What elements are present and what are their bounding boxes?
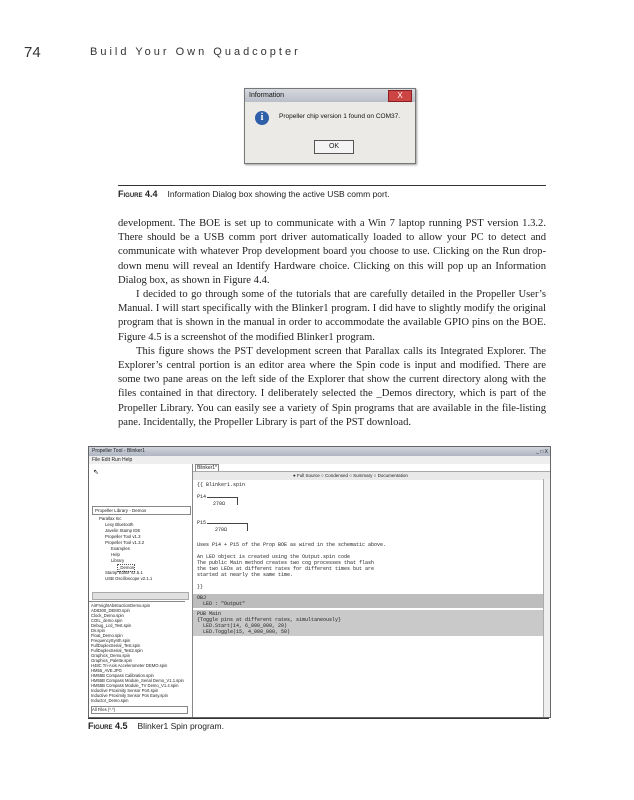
paragraph: This figure shows the PST development screen that Parallax calls its Integrated Explorer. The Explorer’s central portion is an editor area where the Spin code is input and modified. There are some two pane areas on the left side of the Explorer that show the current directory along with the files contained in that directory. I deliberately selected the _Demos directory, which is part of the Propeller Library. You can easily see a variety of Spin programs that are available in the file-listing pane. Incidentally, the Propeller Library is part of the PST download. xyxy=(118,345,546,428)
label-p15: P15 xyxy=(197,520,207,526)
caption-text: Blinker1 Spin program. xyxy=(137,721,224,731)
tree-item[interactable]: Library xyxy=(111,558,125,563)
list-item[interactable]: Float_Demo.spin xyxy=(91,633,123,638)
list-item[interactable]: Clock_Demo.spin xyxy=(91,613,124,618)
code-pub[interactable]: PUB Main {Toggle pins at different rates, simultaneously} LED.Start(14, 6_000_000, 20) LED.Toggle(15, 4_000_000, 50) xyxy=(197,611,342,635)
schematic-wire xyxy=(237,497,238,505)
file-list xyxy=(89,601,185,718)
tree-item[interactable]: Propeller Tool v1.3 xyxy=(105,534,141,539)
tree-item[interactable]: Help xyxy=(111,552,120,557)
list-item[interactable]: Graphics_Palette.spin xyxy=(91,658,132,663)
explorer-pane xyxy=(89,464,193,717)
tree-item[interactable]: Parallax Inc xyxy=(99,516,122,521)
list-item[interactable]: FullDuplexSerial_Test.spin xyxy=(91,643,141,648)
tree-item[interactable]: Propeller Tool v1.3.2 xyxy=(105,540,145,545)
dialog-title: Information xyxy=(245,89,415,102)
dialog-message: Propeller chip version 1 found on COM37. xyxy=(279,113,401,120)
resistor-label: 270Ω xyxy=(215,527,228,533)
view-options[interactable]: ● Full Source ○ Condensed ○ Summary ○ Documentation xyxy=(193,471,550,480)
schematic-wire xyxy=(207,497,237,498)
editor-pane xyxy=(193,464,550,717)
body-text xyxy=(118,217,546,430)
tree-item[interactable]: Examples xyxy=(111,546,130,551)
tree-scrollbar[interactable] xyxy=(92,592,189,600)
list-item[interactable]: Debug_Lcd_Test.spin xyxy=(91,623,132,628)
list-item[interactable]: Dir.spin xyxy=(91,628,105,633)
figure-4-5-caption xyxy=(88,721,224,731)
schematic-wire xyxy=(247,523,248,531)
figure-4-4-caption xyxy=(118,189,390,199)
list-item[interactable]: Inductive Proximity Sensor Pos Easy.spin xyxy=(91,693,168,698)
list-item[interactable]: FullDuplexSerial_Test2.spin xyxy=(91,648,143,653)
schematic-wire xyxy=(207,523,247,524)
figure-rule xyxy=(88,718,549,719)
file-filter-dropdown[interactable]: All Files (*.*) xyxy=(91,706,188,714)
list-item[interactable]: Inductive Proximity Sensor Port.spin xyxy=(91,688,159,693)
figure-rule xyxy=(118,185,546,186)
editor-scrollbar[interactable] xyxy=(543,479,550,717)
code-obj[interactable]: OBJ LED : "Output" xyxy=(197,595,246,607)
list-item[interactable]: AirFreightAbstractionDemo.spin xyxy=(91,603,151,608)
list-item[interactable]: FrequencySynth.spin xyxy=(91,638,131,643)
paragraph: I decided to go through some of the tutorials that are carefully detailed in the Propeller User’s Manual. I will start specifically with the Blinker1 program. I did have to slightly modify the original program that is shown in the manual in order to accommodate the available GPIO pins on the BOE. Figure 4.5 is a screenshot of the modified Blinker1 program. xyxy=(118,289,546,343)
info-icon: i xyxy=(255,111,269,125)
information-dialog xyxy=(244,88,416,164)
cursor-icon: ⇖ xyxy=(93,469,99,476)
list-item[interactable]: HM55B Compass Calibration.spin xyxy=(91,673,154,678)
tree-item[interactable]: Javelin Stamp IDE xyxy=(105,528,141,533)
folder-dropdown[interactable]: Propeller Library - Demos xyxy=(92,506,191,515)
tree-item[interactable]: USB Oscilloscope v2.1.1 xyxy=(105,576,153,581)
label-p14: P14 xyxy=(197,494,207,500)
code-comments[interactable]: Uses P14 + P15 of the Prop BOE as wired in the schematic above. An LED object is created using the Output.spin code The public Main method creates two cog processes that flash the two LEDs at different rates for different times but are started at nearly the same time. }} xyxy=(197,542,387,590)
page-number: 74 xyxy=(24,44,41,61)
code-header: {{ Blinker1.spin xyxy=(197,482,246,488)
ok-button[interactable]: OK xyxy=(314,140,354,154)
propeller-tool-screenshot xyxy=(88,446,551,718)
ide-window-title: Propeller Tool - Blinker1 xyxy=(92,448,145,454)
window-controls[interactable]: _ □ X xyxy=(536,449,548,455)
caption-label: Figure 4.5 xyxy=(88,721,128,731)
close-icon[interactable]: X xyxy=(388,90,412,102)
caption-label: Figure 4.4 xyxy=(118,189,158,199)
obj-section-band xyxy=(193,594,544,608)
list-item[interactable]: HM55B Compass Module_TV Demo_V1.4.spin xyxy=(91,683,179,688)
list-item[interactable]: H48C Tri-Axis Accelerometer DEMO.spin xyxy=(91,663,168,668)
resistor-label: 270Ω xyxy=(213,501,226,507)
paragraph: development. The BOE is set up to communicate with a Win 7 laptop running PST version 1.3.2. There should be a USB comm port driver automatically loaded to allow your PC to detect and communicate with whatever Prop development board you choose to use. Clicking on the Run drop-down menu will reveal an Identify Hardware choice. Clicking on this will pop up an Information Dialog box, as shown in Figure 4.4. xyxy=(118,218,546,286)
list-item[interactable]: Inductor_Demo.spin xyxy=(91,698,129,703)
tree-item[interactable]: Stamp Editor v2.5.1 xyxy=(105,570,143,575)
caption-text: Information Dialog box showing the active USB comm port. xyxy=(167,189,390,199)
ide-menu-bar[interactable]: File Edit Run Help xyxy=(89,456,550,464)
list-item[interactable]: HM55_AVE.JPG xyxy=(91,668,122,673)
list-item[interactable]: Graphics_Demo.spin xyxy=(91,653,131,658)
ide-title-bar xyxy=(89,447,550,456)
tree-item[interactable]: Lexy Bluetooth xyxy=(105,522,134,527)
running-head: Build Your Own Quadcopter xyxy=(90,46,301,58)
list-item[interactable]: AD8300_DEMO.spin xyxy=(91,608,130,613)
tab-blinker1[interactable]: Blinker1* xyxy=(196,465,217,471)
list-item[interactable]: COIL_demo.spin xyxy=(91,618,123,623)
tree-item-selected[interactable]: _Demos xyxy=(118,565,135,570)
list-item[interactable]: HM55B Compass Module_Serial Demo_V1.1.spin xyxy=(91,678,184,683)
